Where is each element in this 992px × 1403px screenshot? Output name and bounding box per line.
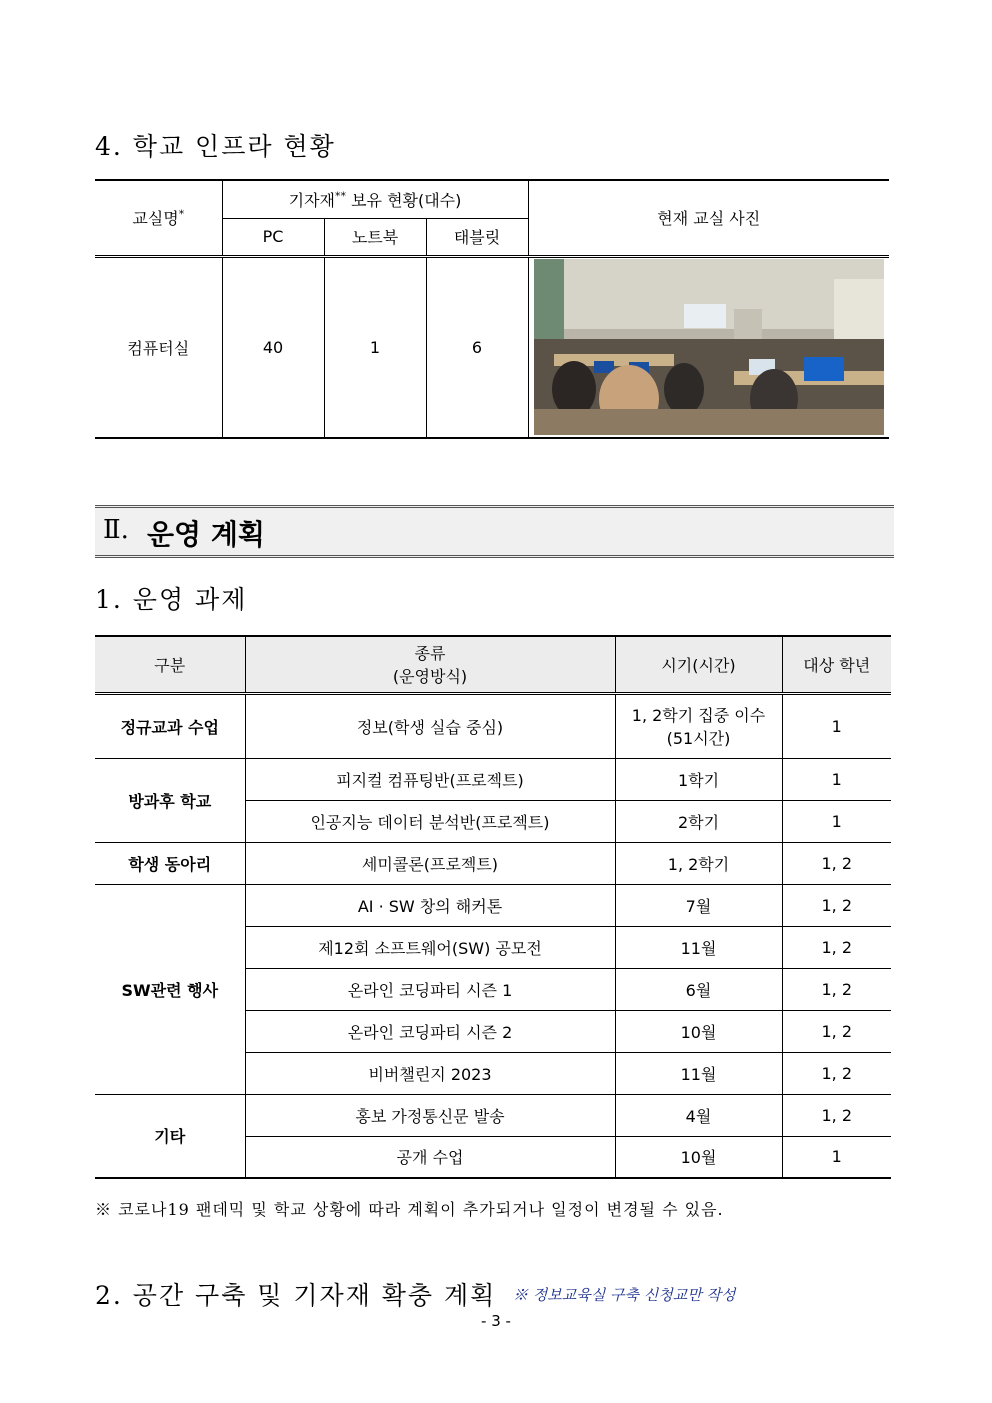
part-title: 운영 계획 — [147, 518, 265, 551]
cell-type: 온라인 코딩파티 시즌 1 — [245, 968, 615, 1010]
cell-grade: 1 — [782, 1136, 891, 1178]
col-header-room: 교실명* — [95, 180, 222, 256]
cell-type: 온라인 코딩파티 시즌 2 — [245, 1010, 615, 1052]
cell-grade: 1, 2 — [782, 968, 891, 1010]
cell-period: 7월 — [615, 884, 782, 926]
cell-category: 기타 — [95, 1094, 245, 1178]
cell-period: 10월 — [615, 1010, 782, 1052]
operations-table — [95, 635, 891, 1179]
section-title-infra: 4. 학교 인프라 현황 — [95, 132, 336, 161]
section-note-space: ※ 정보교육실 구축 신청교만 작성 — [513, 1286, 736, 1304]
section-title-tasks: 1. 운영 과제 — [95, 585, 248, 614]
cell-period: 11월 — [615, 926, 782, 968]
cell-type: 제12회 소프트웨어(SW) 공모전 — [245, 926, 615, 968]
cell-period: 2학기 — [615, 800, 782, 842]
ops-header-type: 종류 (운영방식) — [245, 636, 615, 693]
cell-period: 10월 — [615, 1136, 782, 1178]
page-number: - 3 - — [481, 1312, 511, 1330]
table-row — [95, 758, 891, 800]
table-row — [95, 884, 891, 926]
cell-period: 1학기 — [615, 758, 782, 800]
cell-type: 홍보 가정통신문 발송 — [245, 1094, 615, 1136]
col-header-equipment: 기자재** 보유 현황(대수) — [222, 180, 528, 218]
cell-grade: 1, 2 — [782, 884, 891, 926]
cell-pc: 40 — [222, 256, 324, 438]
table-row — [95, 693, 891, 758]
cell-grade: 1 — [782, 758, 891, 800]
ops-header-period: 시기(시간) — [615, 636, 782, 693]
cell-period: 6월 — [615, 968, 782, 1010]
cell-grade: 1 — [782, 693, 891, 758]
col-header-photo: 현재 교실 사진 — [528, 180, 889, 256]
table-row — [95, 842, 891, 884]
cell-grade: 1 — [782, 800, 891, 842]
part-heading-band — [95, 505, 894, 558]
cell-grade: 1, 2 — [782, 926, 891, 968]
cell-category: 학생 동아리 — [95, 842, 245, 884]
section-title-space: 2. 공간 구축 및 기자재 확충 계획 — [95, 1281, 497, 1310]
col-header-tablet: 태블릿 — [426, 218, 528, 256]
cell-type: 인공지능 데이터 분석반(프로젝트) — [245, 800, 615, 842]
ops-header-category: 구분 — [95, 636, 245, 693]
cell-period: 1, 2학기 집중 이수 (51시간) — [615, 693, 782, 758]
col-header-laptop: 노트북 — [324, 218, 426, 256]
cell-grade: 1, 2 — [782, 1010, 891, 1052]
cell-period: 11월 — [615, 1052, 782, 1094]
classroom-photo — [534, 259, 884, 435]
cell-category: 정규교과 수업 — [95, 693, 245, 758]
infra-table — [95, 179, 889, 439]
cell-category: 방과후 학교 — [95, 758, 245, 842]
cell-room: 컴퓨터실 — [95, 256, 222, 438]
cell-grade: 1, 2 — [782, 1094, 891, 1136]
cell-laptop: 1 — [324, 256, 426, 438]
cell-period: 4월 — [615, 1094, 782, 1136]
cell-period: 1, 2학기 — [615, 842, 782, 884]
cell-type: 피지컬 컴퓨팅반(프로젝트) — [245, 758, 615, 800]
col-header-pc: PC — [222, 218, 324, 256]
ops-header-grade: 대상 학년 — [782, 636, 891, 693]
cell-photo — [528, 256, 889, 438]
cell-grade: 1, 2 — [782, 842, 891, 884]
cell-grade: 1, 2 — [782, 1052, 891, 1094]
part-numeral: Ⅱ. — [103, 515, 129, 545]
cell-type: 세미콜론(프로젝트) — [245, 842, 615, 884]
cell-tablet: 6 — [426, 256, 528, 438]
cell-type: 정보(학생 실습 중심) — [245, 693, 615, 758]
table-note: ※ 코로나19 팬데믹 및 학교 상황에 따라 계획이 추가되거나 일정이 변경될 수 있음. — [95, 1200, 724, 1219]
cell-type: 비버챌린지 2023 — [245, 1052, 615, 1094]
classroom-photo-illustration — [534, 259, 884, 435]
cell-type: AI · SW 창의 해커톤 — [245, 884, 615, 926]
table-row — [95, 1094, 891, 1136]
cell-category: SW관련 행사 — [95, 884, 245, 1094]
cell-type: 공개 수업 — [245, 1136, 615, 1178]
